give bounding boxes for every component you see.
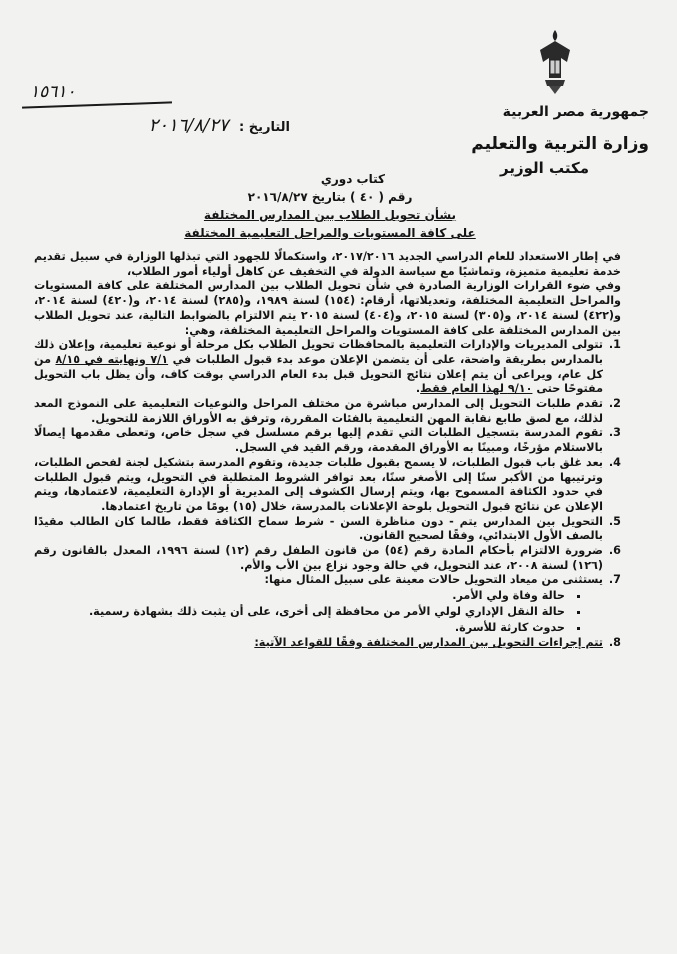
rules-list bbox=[34, 338, 621, 651]
intro-paragraph-2: وفي ضوء القرارات الوزارية الصادرة في شأن تحويل الطلاب بين المدارس المختلفة على كافة المستويات والمراحل التعليمية المختلفة، وتعديلاتها، أرقام: (١٥٤) لسنة ١٩٨٩، و(٢٨٥) لسنة ٢٠١٤، و(٤٢٠) لسنة ٢٠١٤، و(٤٢٢) لسنة ٢٠١٤، و(٣٠٥) لسنة ٢٠١٥، و(٤٠٤) لسنة ٢٠١٥ يتم الالتزام بالضوابط التالية، عند تحويل الطلاب بين المدارس المختلفة على كافة المستويات والمراحل التعليمية المختلفة، وهي: bbox=[34, 279, 622, 337]
item-1-dates: ٧/١ ونهايته في ٨/١٥ bbox=[55, 352, 169, 366]
list-item bbox=[34, 338, 605, 397]
document-body bbox=[34, 250, 621, 651]
reference-number: ١٥٦١٠ bbox=[30, 82, 76, 102]
letterhead bbox=[459, 100, 649, 180]
list-item: 2. تقدم طلبات التحويل إلى المدارس مباشرة من مختلف المراحل والنوعيات التعليمية على النموذج المعد لذلك، مع لصق طابع نقابة المهن التعليمية بالفئات المقررة، وترفق به الأوراق اللازمة للتحويل. bbox=[34, 397, 605, 426]
circular-kind: كتاب دوري bbox=[320, 172, 385, 186]
circular-number: رقم ( ٤٠ ) بتاريخ ٢٠١٦/٨/٢٧ bbox=[247, 190, 413, 204]
reference-underline bbox=[22, 101, 172, 108]
circular-subject-scope: على كافة المستويات والمراحل التعليمية المختلفة bbox=[184, 226, 476, 240]
country-name: جمهورية مصر العربية bbox=[502, 104, 649, 120]
exceptions-list bbox=[34, 589, 603, 635]
item-1-text-a: تتولى المديريات والإدارات التعليمية بالمحافظات تحويل الطلاب بكل مرحلة أو نوعية تعليمية، وإعلان ذلك بالمدارس بطريقة واضحة، على أن يتضمن الإعلان موعد بدء قبول الطلبات في bbox=[34, 338, 603, 366]
intro-paragraph-1: في إطار الاستعداد للعام الدراسي الجديد ٢٠١٧/٢٠١٦، واستكمالًا للجهود التي تبذلها الوزارة في سبيل تقديم خدمة تعليمية متميزة، وتماشيًا مع سياسة الدولة في التخفيف عن كاهل أولياء أمور الطلاب، bbox=[34, 250, 621, 278]
office-name: مكتب الوزير bbox=[499, 159, 589, 177]
eagle-emblem-icon bbox=[535, 28, 575, 98]
circular-subject: بشأن تحويل الطلاب بين المدارس المختلفة bbox=[203, 208, 457, 222]
item-7-text: يستثنى من ميعاد التحويل حالات معينة على سبيل المثال منها: bbox=[264, 573, 603, 587]
date-row bbox=[40, 115, 290, 136]
item-1-text-c: من كل عام، ويراعى أن يتم إعلان نتائج التحويل قبل بدء العام الدراسي بوقت كاف، وأن يظل باب التحويل مفتوحًا حتى bbox=[34, 352, 603, 396]
list-item: 5. التحويل بين المدارس يتم - دون مناظرة السن - شرط سماح الكثافة فقط، طالما كان الطالب مقيدًا بالصف الأول الابتدائي، وفقًا لصحيح القانون. bbox=[34, 515, 605, 544]
item-1-deadline: ٩/١٠ لهذا العام فقط bbox=[420, 382, 533, 396]
ministry-name: وزارة التربية والتعليم bbox=[471, 134, 649, 154]
list-item: 6. ضرورة الالتزام بأحكام المادة رقم (٥٤) من قانون الطفل رقم (١٢) لسنة ١٩٩٦، المعدل بالقانون رقم (١٢٦) لسنة ٢٠٠٨، عند التحويل، في حالة وجود نزاع بين الأب والأم. bbox=[34, 544, 605, 573]
list-item: 3. تقوم المدرسة بتسجيل الطلبات التي تقدم إليها برقم مسلسل في سجل خاص، وتعطى مقدمها إيصالًا بالاستلام مؤرخًا، ومبينًا به الأوراق المقدمة، ورقم القيد في السجل. bbox=[34, 426, 605, 455]
list-item: ▪ حالة النقل الإداري لولي الأمر من محافظة إلى أخرى، على أن يثبت ذلك بشهادة رسمية. bbox=[34, 605, 567, 620]
item-1-text-e: . bbox=[415, 382, 421, 396]
date-label: التاريخ : bbox=[239, 120, 290, 135]
circular-heading bbox=[180, 170, 480, 242]
date-value: ٢٠١٦/٨/٢٧ bbox=[148, 115, 229, 136]
list-item: 4. بعد غلق باب قبول الطلبات، لا يسمح بقبول طلبات جديدة، وتقوم المدرسة بتشكيل لجنة لفحص الطلبات، وترتيبها من الأكبر سنًا إلى الأصغر سنًا، بعد توافر الشروط المتطلبة في التحويل، ويتم قبول الطلبات في حدود الكثافة المسموح بها، ويتم إرسال الكشوف إلى المديرية أو الإدارة التعليمية، لاعتمادها، ويتم الإعلان عن نتائج قبول التحويل بلوحة الإعلانات بالمدرسة، خلال (١٥) يومًا من تاريخ اعتمادها. bbox=[34, 456, 605, 515]
list-item: ▪ حالة وفاة ولي الأمر. bbox=[34, 589, 567, 604]
list-item: ▪ حدوث كارثة للأسرة. bbox=[34, 621, 567, 636]
list-item: 8. تتم إجراءات التحويل بين المدارس المختلفة وفقًا للقواعد الآتية: bbox=[34, 636, 605, 651]
list-item bbox=[34, 573, 605, 635]
